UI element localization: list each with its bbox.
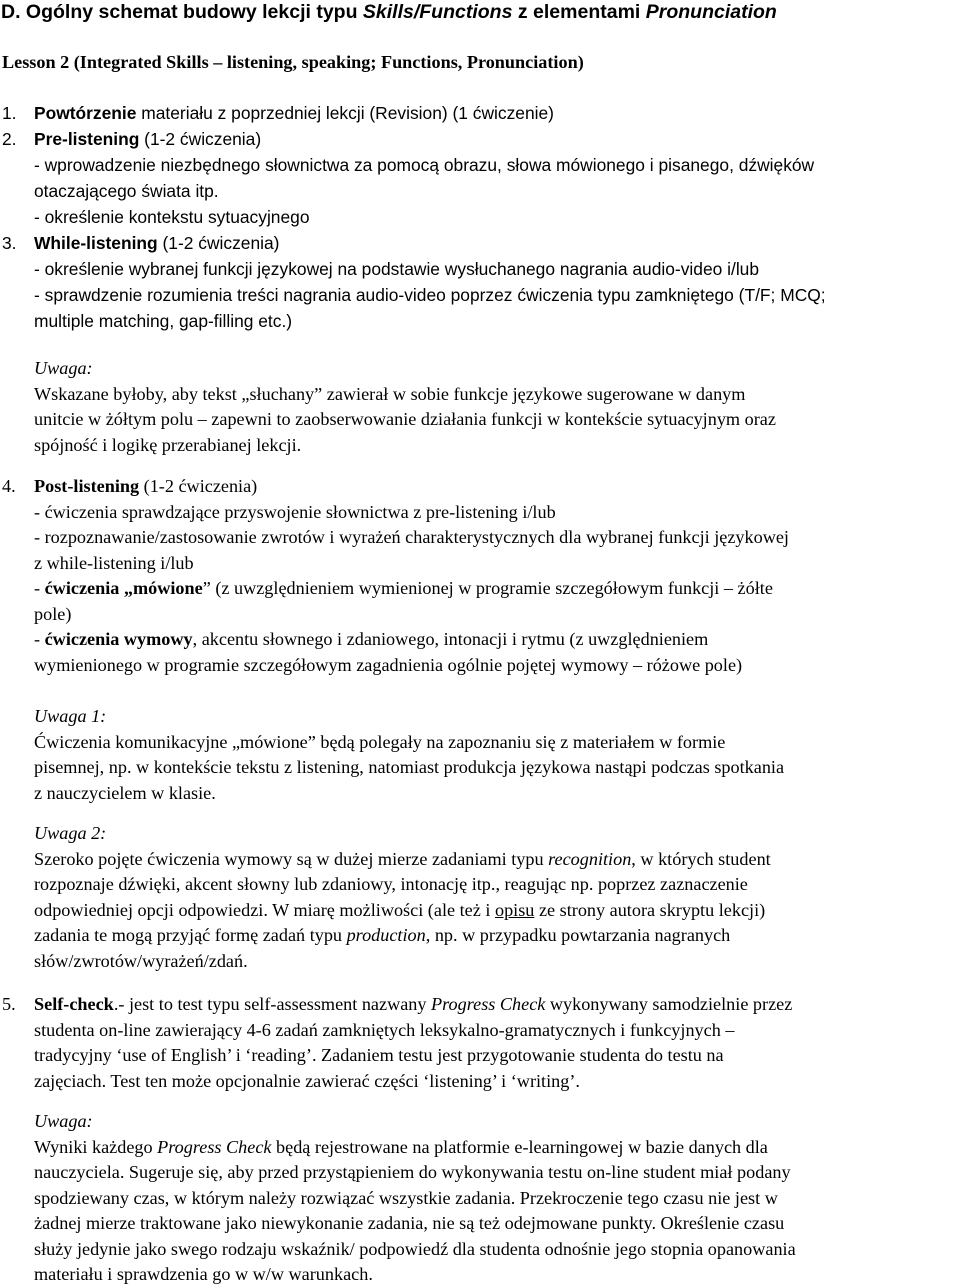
text-line (34, 992, 792, 1018)
text-s2-l1: - wprowadzenie niezbędnego słownictwa za pomocą obrazu, słowa mówionego i pisanego, dźwięków (34, 155, 815, 175)
text-line (34, 847, 771, 873)
text-note2-label: Uwaga 1: (34, 706, 107, 726)
text-note1-l3: spójność i logikę przerabianej lekcji. (34, 435, 302, 455)
text-s3-l2: - sprawdzenie rozumienia treści nagrania audio-video poprzez ćwiczenia typu zamkniętego (T/F; MCQ; (34, 285, 826, 305)
text-s2-rest: (1-2 ćwiczenia) (139, 129, 262, 149)
text-note4-l4: żadnej mierze traktowane jako niewykonanie zadania, nie są też odejmowane punkty. Określenie czasu (34, 1213, 785, 1233)
text-heading-pron: Pronunciation (645, 1, 777, 23)
text-note3-l4-a: zadania te mogą przyjąć formę zadań typu (34, 925, 347, 945)
text-s4-l4-a: - (34, 578, 45, 598)
text-line (34, 1135, 768, 1161)
text-s4-l2: - rozpoznawanie/zastosowanie zwrotów i wyrażeń charakterystycznych dla wybranej funkcji językowej (34, 527, 789, 547)
text-s5-l1-a: .- jest to test typu self-assessment nazwany (113, 994, 432, 1014)
text-note4-l3: spodziewany czas, w którym należy rozwiązać wszystkie zadania. Przekroczenie tego czasu nie jest w (34, 1188, 778, 1208)
text-line (34, 127, 261, 153)
text-s3-num: 3. (2, 233, 17, 253)
text-line (34, 576, 773, 602)
text-note2-l3: z nauczycielem w klasie. (34, 783, 216, 803)
text-s4-l7: wymienionego w programie szczegółowym zagadnienia ogólnie pojętej wymowy – różowe pole) (34, 655, 743, 675)
text-heading-skills: Skills/Functions (362, 1, 513, 23)
text-note3-l1-a: Szeroko pojęte ćwiczenia wymowy są w dużej mierze zadaniami typu (34, 849, 549, 869)
text-line (34, 923, 730, 949)
text-s1-rest: materiału z poprzedniej lekcji (Revision) (1 ćwiczenie) (136, 103, 554, 123)
text-line (34, 821, 106, 847)
text-line (34, 1109, 93, 1135)
text-note3-l4-c: , np. w przypadku powtarzania nagranych (425, 925, 731, 945)
text-note4-l5: służy jedynie jako swego rodzaju wskaźnik/ podpowiedź dla studenta odnośnie jego stopnia opanowania (34, 1239, 796, 1259)
text-s4-l6-a: - (34, 629, 45, 649)
text-s2-num: 2. (2, 129, 17, 149)
text-note3-l2: rozpoznaje dźwięki, akcent słowny lub zdaniowy, intonację itp., reagując np. poprzez zaznaczenie (34, 874, 748, 894)
text-line (34, 356, 93, 382)
text-note3-l1-b: recognition (548, 849, 632, 869)
text-line (34, 898, 765, 924)
text-note4-l1-b: Progress Check (157, 1137, 272, 1157)
text-s5-l3: tradycyjny ‘use of English’ i ‘reading’. Zadaniem testu jest przygotowanie studenta do testu na (34, 1045, 724, 1065)
text-s3-l3: multiple matching, gap-filling etc.) (34, 311, 293, 331)
text-s5-l2: studenta on-line zawierający 4-6 zadań zamkniętych leksykalno-gramatycznych i funkcyjnych – (34, 1020, 735, 1040)
text-s4-l6-c: , akcentu słownego i zdaniowego, intonacji i rytmu (z uwzględnieniem (192, 629, 709, 649)
text-s1-num: 1. (2, 103, 17, 123)
text-note4-l1-c: będą rejestrowane na platformie e-learningowej w bazie danych dla (271, 1137, 768, 1157)
text-s4-l3: z while-listening i/lub (34, 553, 194, 573)
text-note4-label: Uwaga: (34, 1111, 93, 1131)
text-line (34, 101, 554, 127)
text-note4-l6: materiału i sprawdzenia go w w/w warunkach. (34, 1264, 373, 1284)
text-s5-l4: zajęciach. Test ten może opcjonalnie zawierać części ‘listening’ i ‘writing’. (34, 1071, 580, 1091)
text-note3-l5: słów/zwrotów/wyrażeń/zdań. (34, 951, 248, 971)
text-note3-l4-b: production (346, 925, 426, 945)
text-note2-l2: pisemnej, np. w kontekście tekstu z listening, natomiast produkcja językowa nastąpi podczas spotkania (34, 757, 785, 777)
text-s4-l4-b: ćwiczenia „mówione (44, 578, 203, 598)
text-note3-l3-a: odpowiedniej opcji odpowiedzi. W miarę możliwości (ale też i (34, 900, 495, 920)
text-s4-l4-c: ” (z uwzględnieniem wymienionej w programie szczegółowym funkcji – żółte (202, 578, 773, 598)
text-note3-l1-c: , w których student (631, 849, 771, 869)
lesson-title: Lesson 2 (Integrated Skills – listening, speaking; Functions, Pronunciation) (2, 52, 584, 72)
text-note1-label: Uwaga: (34, 358, 93, 378)
text-heading-prefix: D. Ogólny schemat budowy lekcji typu (1, 1, 363, 23)
text-note2-l1: Ćwiczenia komunikacyjne „mówione” będą polegały na zapoznaniu się z materiałem w formie (34, 732, 726, 752)
text-s2-l3: - określenie kontekstu sytuacyjnego (34, 207, 310, 227)
text-s2-bold: Pre-listening (34, 129, 140, 149)
text-s4-l5: pole) (34, 604, 72, 624)
text-s3-bold: While-listening (34, 233, 158, 253)
text-s4-num: 4. (2, 476, 16, 496)
text-s1-bold: Powtórzenie (34, 103, 137, 123)
page-title (1, 0, 777, 26)
text-s5-num: 5. (2, 994, 16, 1014)
text-note3-l3-b: opisu (494, 900, 535, 920)
text-line (34, 231, 279, 257)
text-s4-bold: Post-listening (34, 476, 140, 496)
text-s3-l1: - określenie wybranej funkcji językowej na podstawie wysłuchanego nagrania audio-video i/lub (34, 259, 760, 279)
text-s5-l1-b: Progress Check (431, 994, 546, 1014)
text-line (34, 704, 106, 730)
text-note1-l1: Wskazane byłoby, aby tekst „słuchany” zawierał w sobie funkcje językowe sugerowane w danym (34, 384, 746, 404)
text-line (34, 627, 708, 653)
text-line (34, 474, 257, 500)
text-note4-l1-a: Wyniki każdego (34, 1137, 158, 1157)
text-note4-l2: nauczyciela. Sugeruje się, aby przed przystąpieniem do wykonywania testu on-line student miał podany (34, 1162, 791, 1182)
text-s3-rest: (1-2 ćwiczenia) (157, 233, 280, 253)
text-s4-l6-b: ćwiczenia wymowy (44, 629, 193, 649)
text-heading-mid: z elementami (512, 1, 646, 23)
text-s4-l1: - ćwiczenia sprawdzające przyswojenie słownictwa z pre-listening i/lub (34, 502, 556, 522)
text-note3-l3-c: ze strony autora skryptu lekcji) (534, 900, 766, 920)
text-s2-l2: otaczającego świata itp. (34, 181, 219, 201)
text-s5-bold: Self-check (34, 994, 114, 1014)
text-note1-l2: unitcie w żółtym polu – zapewni to zaobserwowanie działania funkcji w kontekście sytuacyjnym oraz (34, 409, 776, 429)
text-s5-l1-c: wykonywany samodzielnie przez (545, 994, 793, 1014)
text-s4-rest: (1-2 ćwiczenia) (139, 476, 258, 496)
text-note3-label: Uwaga 2: (34, 823, 107, 843)
